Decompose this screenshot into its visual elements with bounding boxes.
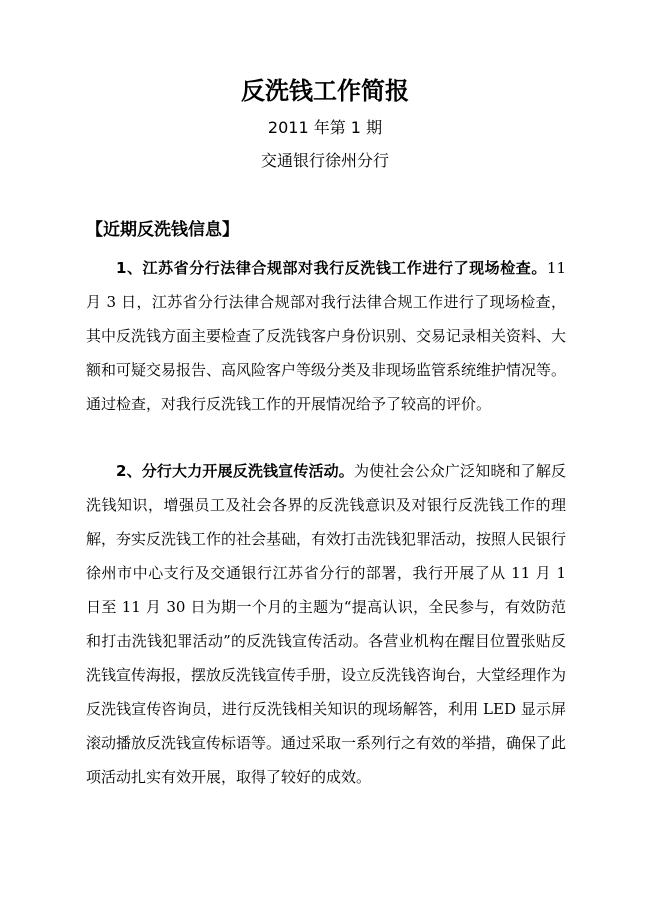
news-item-2-body: 为使社会公众广泛知晓和了解反洗钱知识，增强员工及社会各界的反洗钱意识及对银行反洗钱工作的理解，夯实反洗钱工作的社会基础，有效打击洗钱犯罪活动，按照人民银行徐州市中心支行及交通银行江苏省分行的部署，我行开展了从 11 月 1 日至 11 月 30 日为期一个月的主题为“提高认识，全民参与，有效防范和打击洗钱犯罪活动”的反洗钱宣传活动。各营业机构在醒目位置张贴反洗钱宣传海报，摆放反洗钱宣传手册，设立反洗钱咨询台，大堂经理作为反洗钱宣传咨询员，进行反洗钱相关知识的现场解答，利用 LED 显示屏滚动播放反洗钱宣传标语等。通过采取一系列行之有效的举措，确保了此项活动扎实有效开展，取得了较好的成效。 xyxy=(86,462,567,786)
section-heading: 【近期反洗钱信息】 xyxy=(86,220,239,240)
news-item-1-body: 11 月 3 日，江苏省分行法律合规部对我行法律合规工作进行了现场检查，其中反洗钱方面主要检查了反洗钱客户身份识别、交易记录相关资料、大额和可疑交易报告、高风险客户等级分类及非现场监管系统维护情况等。通过检查，对我行反洗钱工作的开展情况给予了较高的评价。 xyxy=(86,259,567,413)
document-title: 反洗钱工作简报 xyxy=(241,77,409,105)
organization-name: 交通银行徐州分行 xyxy=(260,151,389,170)
issue-number: 2011 年第 1 期 xyxy=(267,118,383,137)
news-item-1 xyxy=(86,251,566,421)
news-item-1-heading: 1、江苏省分行法律合规部对我行反洗钱工作进行了现场检查。 xyxy=(116,259,547,277)
news-item-2-heading: 2、分行大力开展反洗钱宣传活动。 xyxy=(116,462,354,480)
news-item-2 xyxy=(86,454,566,794)
